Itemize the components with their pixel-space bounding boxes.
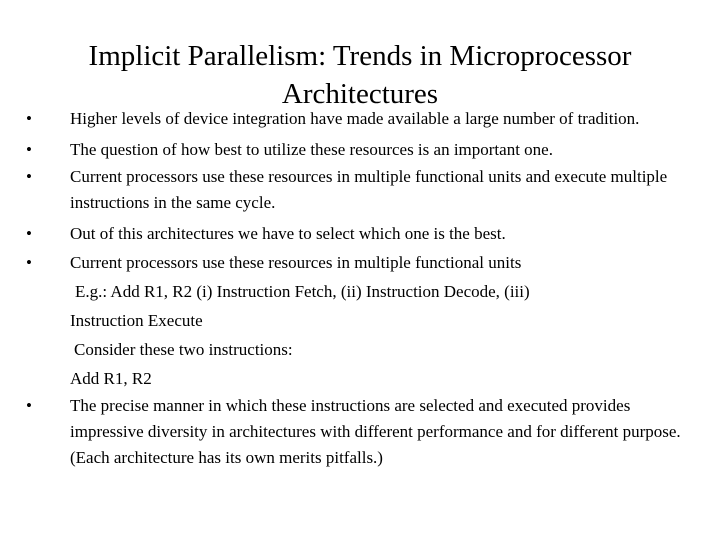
- bullet-list: [26, 106, 696, 471]
- bullet-text-block: [70, 248, 696, 393]
- bullet-dot: •: [26, 109, 32, 128]
- title-line-2: Architectures: [281, 78, 439, 111]
- bullet-text: Current processors use these resources in multiple functional units and execute multiple instructions in the same cycle.: [70, 167, 668, 212]
- example-line: Instruction Execute: [70, 311, 203, 330]
- example-line: Consider these two instructions:: [74, 340, 293, 359]
- bullet-item: [26, 219, 696, 248]
- bullet-dot: •: [26, 396, 32, 415]
- bullet-text: The precise manner in which these instructions are selected and executed provides impressive diversity in architectures with different performance and for different purpose. (Each architecture has its own merits pitfalls.): [70, 396, 681, 467]
- example-line: E.g.: Add R1, R2 (i) Instruction Fetch, (ii) Instruction Decode, (iii): [75, 282, 530, 301]
- bullet-item: [26, 106, 696, 132]
- bullet-dot: •: [26, 140, 32, 159]
- bullet-text: The question of how best to utilize these resources is an important one.: [70, 140, 553, 159]
- bullet-text: Current processors use these resources in multiple functional units: [70, 253, 522, 272]
- bullet-dot: •: [26, 167, 32, 186]
- bullet-dot: •: [26, 253, 32, 272]
- bullet-text: Higher levels of device integration have made available a large number of tradition.: [70, 109, 640, 128]
- bullet-item: [26, 164, 696, 216]
- bullet-text: Out of this architectures we have to select which one is the best.: [70, 224, 506, 243]
- bullet-item: [26, 135, 696, 164]
- title-line-1: Implicit Parallelism: Trends in Microprocessor: [88, 40, 632, 73]
- bullet-item: [26, 248, 696, 393]
- bullet-item: [26, 393, 696, 471]
- slide-title: [20, 37, 700, 113]
- example-line: Add R1, R2: [70, 369, 152, 388]
- bullet-dot: •: [26, 224, 32, 243]
